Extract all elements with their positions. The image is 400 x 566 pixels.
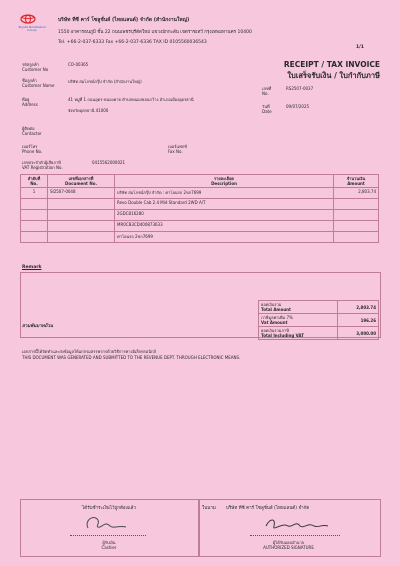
received-heading: ได้รับชำระเงินไว้ถูกต้องแล้ว [82,506,136,511]
date-label: วันที่ Date [262,104,272,114]
totals-table [258,300,379,340]
fax-label: เบอร์แฟกซ์ Fax No. [168,144,188,154]
customer-name-label: ชื่อลูกค้า Customer Name [22,78,55,88]
table-row [21,221,379,232]
logo-caption: Toyota Nonthaburi Group [18,25,46,32]
row-desc-line: 2GDC816280 [115,210,334,221]
page-number: 1/1 [356,45,364,50]
document-title-th: ใบเสร็จรับเงิน / ใบกำกับภาษี [287,71,380,80]
row-desc-line: บริษัท สมโภชน์กรุ๊ป จำกัด : ค่าโอนรถ 2ขก7699 [115,188,334,199]
vat-label: เลขประจำตัวผู้เสียภาษี VAT Registration No. [22,160,63,170]
row-desc-line: Revo Double Cab 2.4 Mid Standard 2WD A/T [115,199,334,210]
company-name: บริษัท ทีซี คาร์ โซลูชั่นส์ (ไทยแลนด์) จำกัด (สำนักงานใหญ่) [58,17,190,23]
cashier-label: ผู้รับเงิน Cashier [101,540,117,550]
cashier-signature [82,512,132,534]
row-doc-no: SI2507-0048 [48,188,115,199]
remark-label: Remark [22,265,42,270]
customer-no-label: รหัสลูกค้า Customer No [22,62,49,72]
customer-address-line1: 41 หมู่ที่ 1 ถนนอุดร-หนองคาย ตำบลหนองขอนกว้าง อำเภอเมืองอุดรธานี [68,97,194,102]
row-amount: 2,803.74 [334,188,379,199]
col-no-header: ลำดับที่ No. [21,175,48,188]
table-row [21,199,379,210]
row-no: 1 [21,188,48,199]
table-row [21,210,379,221]
row-desc-line: ค่าโอนรถ 2ขก7699 [115,232,334,243]
footer-en: THIS DOCUMENT WAS GENERATED AND SUBMITTED TO THE REVENUE DEPT. THROUGH ELECTRONIC MEANS. [22,355,241,360]
company-contact: Tel. +66-2-037-6333 Fax +66-2-037-6336 TAX ID 0105560036543 [58,40,207,45]
vat-row: ภาษีมูลค่าเพิ่ม 7% Vat Amount 196.26 [259,314,379,327]
date-value: 09/07/2025 [286,104,310,109]
doc-no-label: เลขที่ No. [262,86,272,96]
contactor-label: ผู้ติดต่อ Contactor [22,126,42,136]
table-header-row [21,175,379,188]
col-amount-header: จำนวนเงิน Amount [334,175,379,188]
row-desc-line: MR0CB3CD400873633 [115,221,334,232]
customer-no-value: CO-00365 [68,62,89,67]
company-logo [20,14,36,24]
items-table [20,174,379,243]
on-behalf-company: บริษัท ทีซี คาร์ โซลูชั่นส์ (ไทยแลนด์) จำกัด [226,506,310,511]
grand-total-row: ยอดเงินรวมภาษี Total Including VAT 3,000.00 [259,327,379,340]
table-row [21,232,379,243]
authorized-signature [262,514,332,534]
amount-in-words: สามพันบาทถ้วน [22,324,53,329]
document-title-en: RECEIPT / TAX INVOICE [283,60,380,69]
total-row: ยอดเงินรวม Total Amount 2,803.74 [259,301,379,314]
table-row [21,188,379,199]
doc-no-value: RS2507-0037 [286,86,314,91]
customer-address-label: ที่อยู่ Address [22,97,38,107]
company-address: 1550 อาคารธนภูมิ ชั้น 22 ถนนเพชรบุรีตัดใหม่ แขวงมักกะสัน เขตราชเทวี กรุงเทพมหานคร 10400 [58,30,252,35]
customer-name-value: บริษัท สมโภชน์กรุ๊ป จำกัด (สำนักงานใหญ่) [68,79,142,84]
phone-label: เบอร์โทร Phone No. [22,144,43,154]
on-behalf-prefix: ในนาม [202,506,216,511]
authorized-label: ผู้ได้รับมอบอำนาจ AUTHORIZED SIGNATURE [263,540,314,550]
col-desc-header: รายละเอียด Description [115,175,334,188]
vat-value: 0415562000021 [92,160,126,165]
col-docno-header: เลขที่เอกสารที่ Document No. [48,175,115,188]
customer-address-line2: จังหวัดอุดรธานี 41000 [68,108,109,113]
footer-th: เอกสารนี้ได้จัดทำและส่งข้อมูลให้แก่กรมสรรพากรด้วยวิธีการทางอิเล็กทรอนิกส์ [22,349,156,354]
